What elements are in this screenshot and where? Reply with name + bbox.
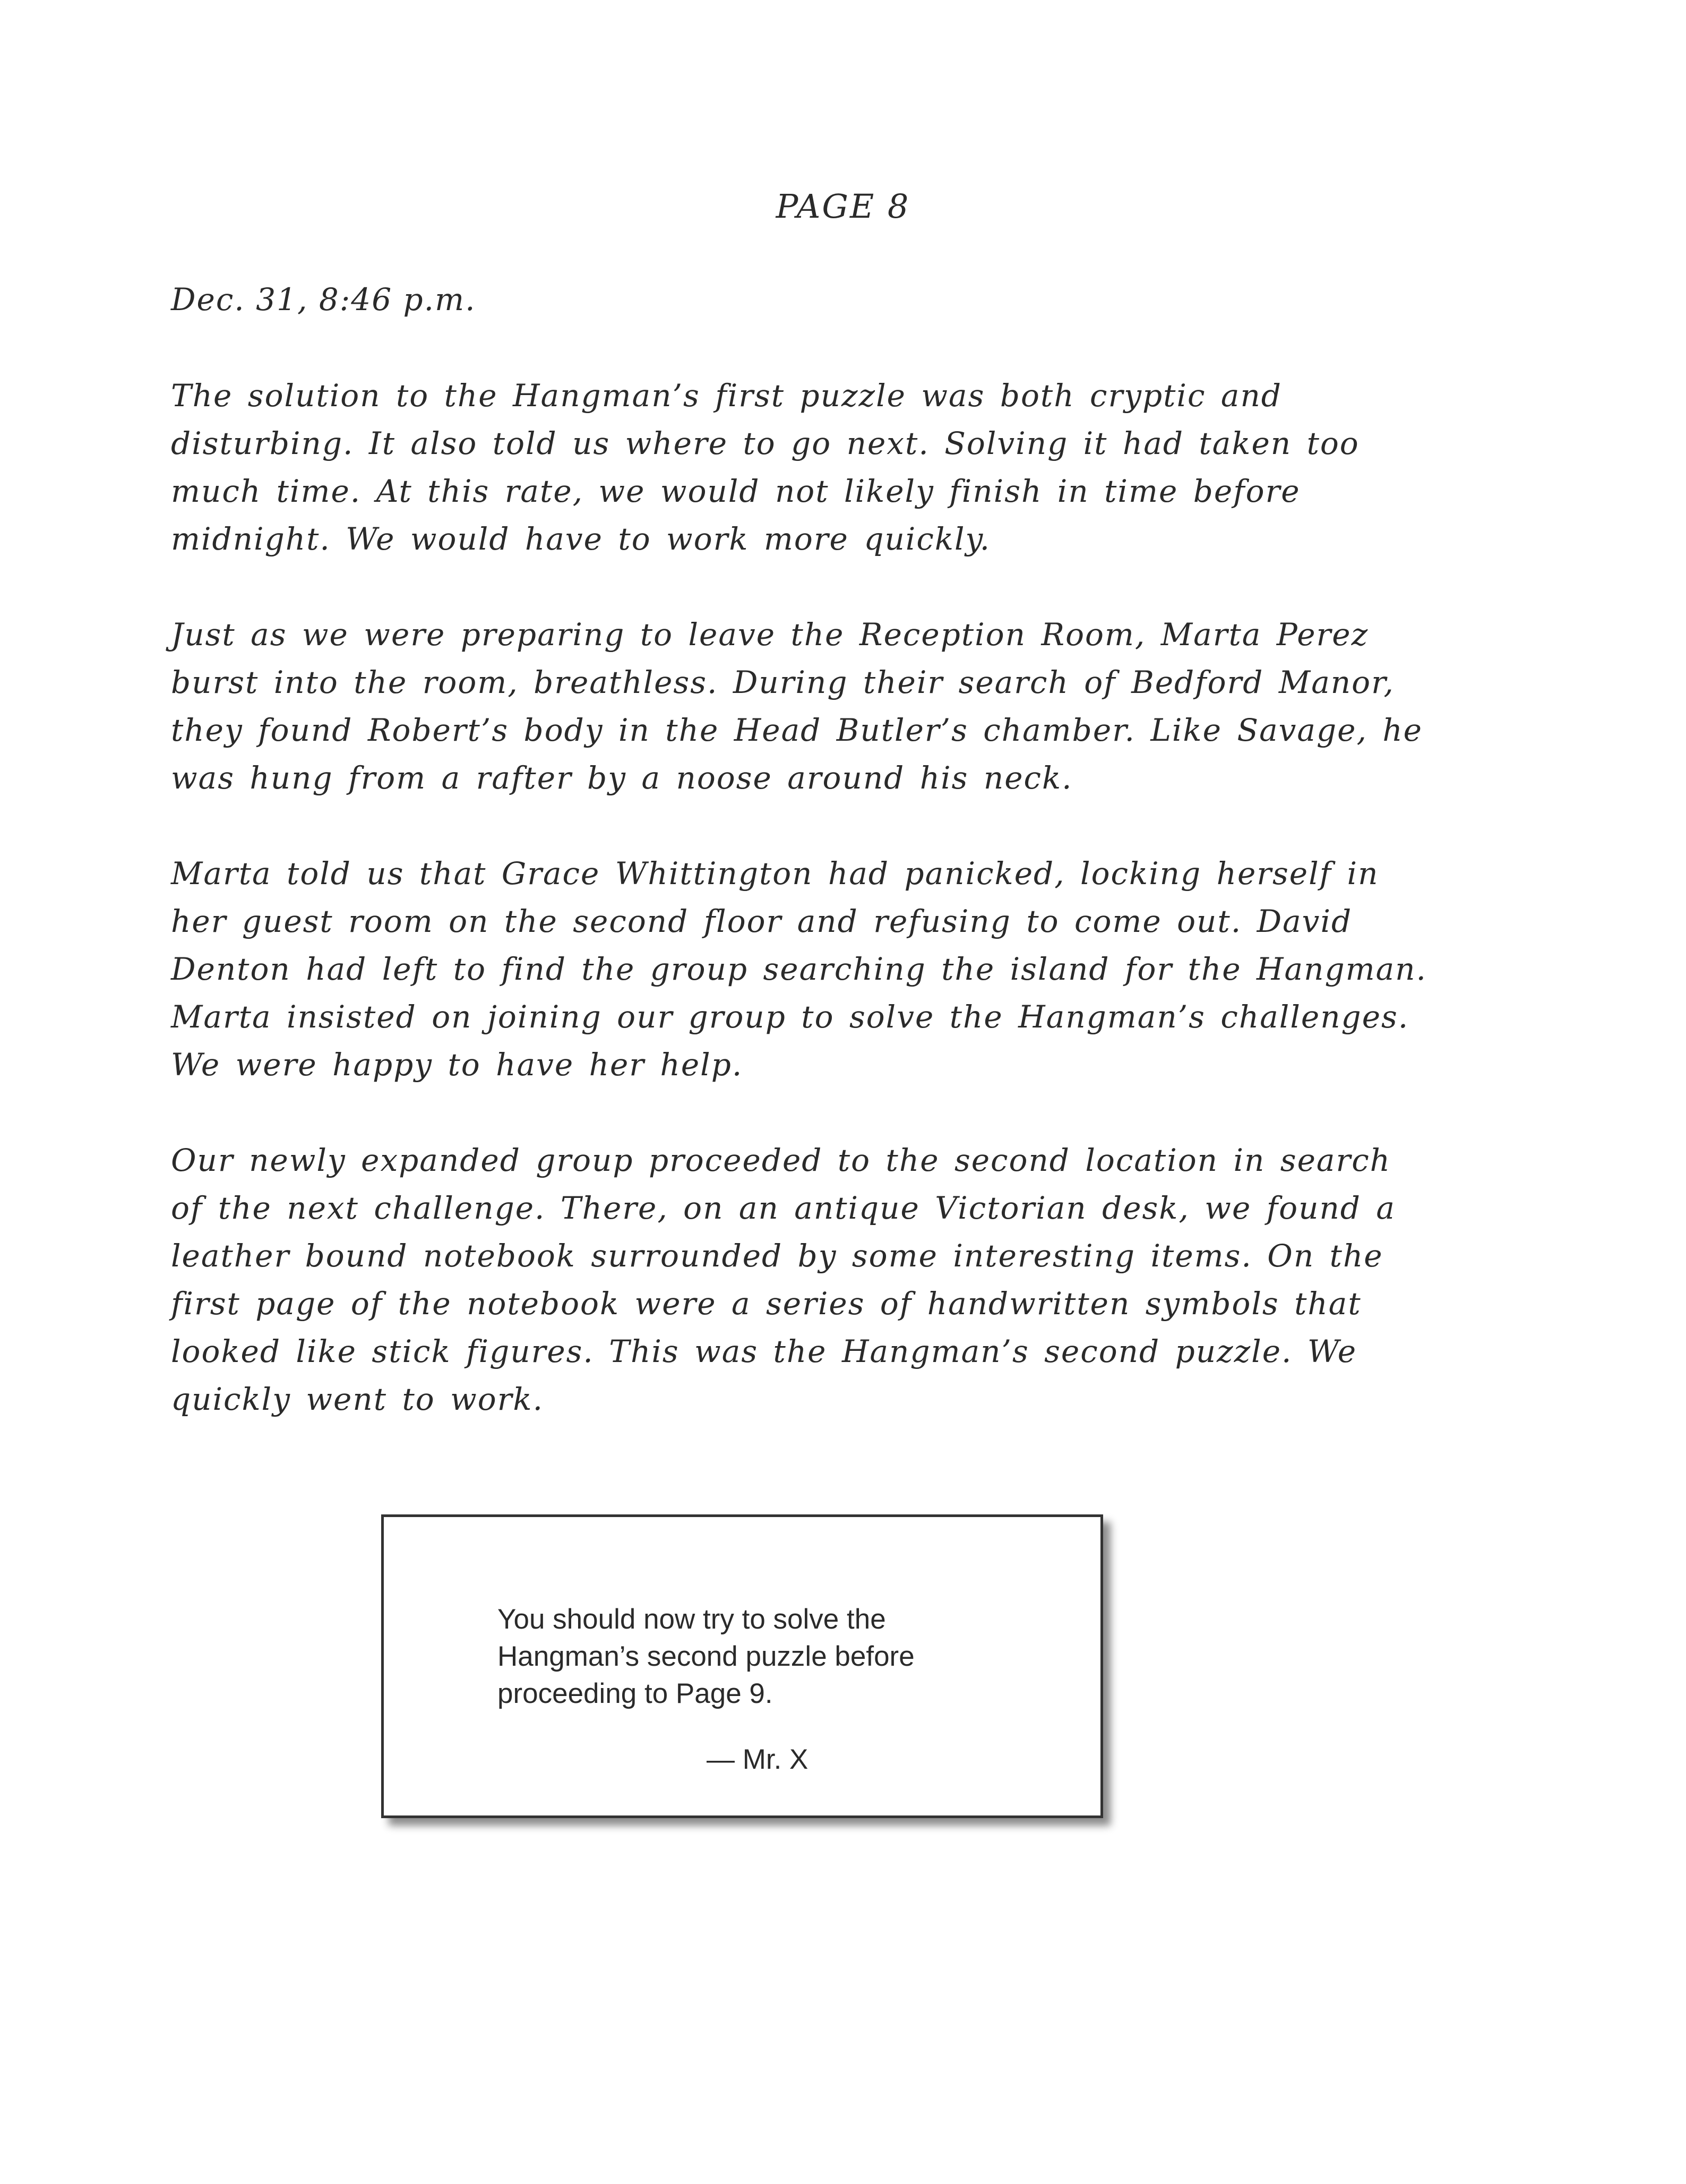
journal-line: Marta told us that Grace Whittington had panicked, locking herself in <box>171 855 1379 892</box>
instruction-note-box <box>381 1514 1103 1818</box>
journal-line: The solution to the Hangman’s first puzzle was both cryptic and <box>171 378 1282 414</box>
journal-line: they found Robert’s body in the Head Butler’s chamber. Like Savage, he <box>171 712 1423 748</box>
journal-paragraph <box>171 372 1509 563</box>
journal-line: Marta insisted on joining our group to solve the Hangman’s challenges. <box>171 999 1409 1035</box>
journal-line: leather bound notebook surrounded by some interesting items. On the <box>171 1238 1383 1274</box>
journal-line: of the next challenge. There, on an antique Victorian desk, we found a <box>171 1190 1396 1226</box>
journal-paragraph <box>171 850 1509 1089</box>
journal-line: disturbing. It also told us where to go next. Solving it had taken too <box>171 425 1360 461</box>
journal-line: Our newly expanded group proceeded to the second location in search <box>171 1142 1391 1178</box>
journal-line: midnight. We would have to work more quickly. <box>171 521 991 557</box>
note-signature: — Mr. X <box>707 1744 808 1775</box>
journal-body <box>171 372 1509 1471</box>
journal-line: looked like stick figures. This was the Hangman’s second puzzle. We <box>171 1333 1357 1369</box>
journal-line: Denton had left to find the group searching the island for the Hangman. <box>171 951 1427 987</box>
journal-line: burst into the room, breathless. During their search of Bedford Manor, <box>171 664 1395 700</box>
journal-line: her guest room on the second floor and refusing to come out. David <box>171 903 1353 939</box>
note-line: proceeding to Page 9. <box>497 1678 773 1709</box>
journal-line: Just as we were preparing to leave the Reception Room, Marta Perez <box>171 616 1369 653</box>
journal-entry-date: Dec. 31, 8:46 p.m. <box>171 281 476 318</box>
journal-line: much time. At this rate, we would not likely finish in time before <box>171 473 1301 509</box>
journal-line: quickly went to work. <box>171 1381 544 1417</box>
journal-line: was hung from a rafter by a noose around his neck. <box>171 760 1073 796</box>
note-line: You should now try to solve the <box>497 1604 886 1635</box>
journal-paragraph <box>171 611 1509 802</box>
instruction-note-text <box>497 1601 915 1712</box>
journal-line: first page of the notebook were a series of handwritten symbols that <box>171 1286 1362 1322</box>
journal-paragraph <box>171 1136 1509 1423</box>
page-number-heading: PAGE 8 <box>776 187 910 226</box>
journal-line: We were happy to have her help. <box>171 1047 743 1083</box>
note-line: Hangman’s second puzzle before <box>497 1641 915 1672</box>
